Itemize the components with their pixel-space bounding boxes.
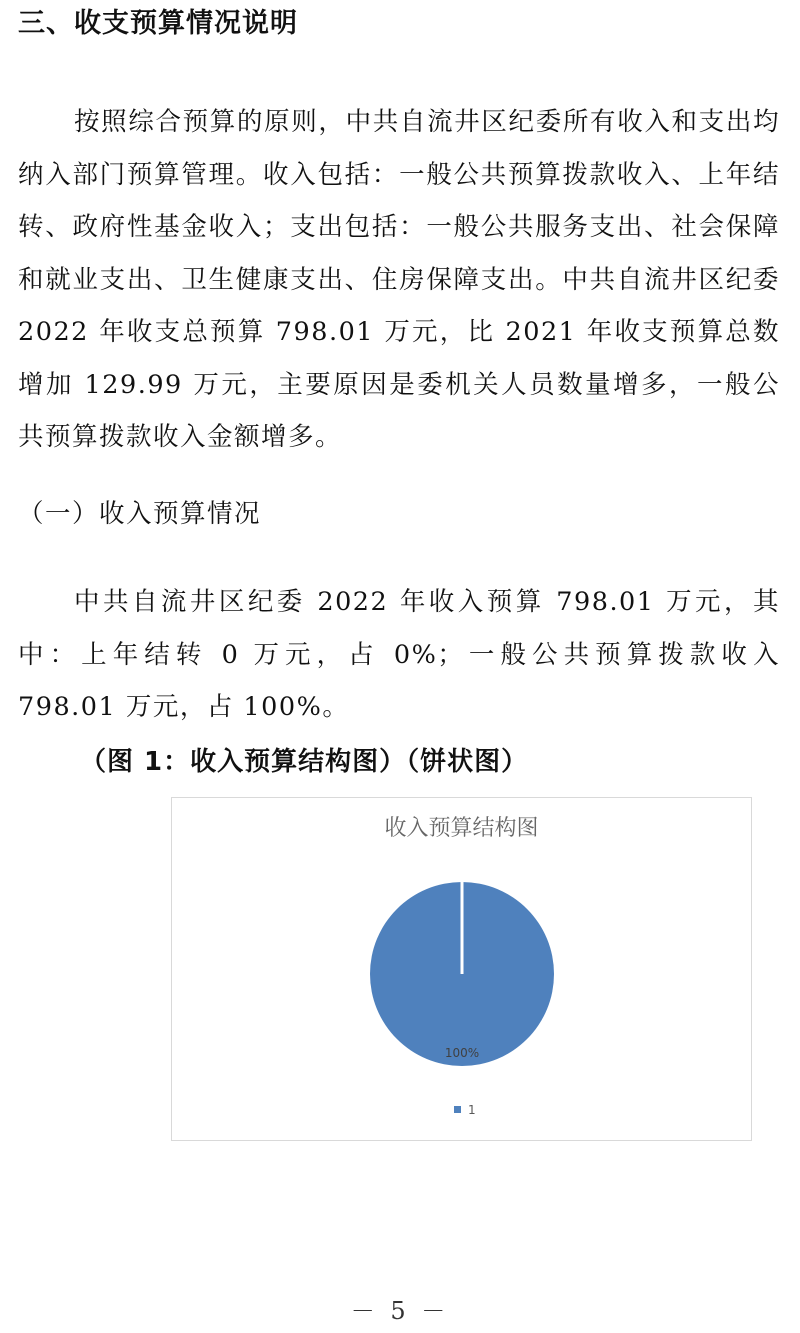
figure-caption: （图 1：收入预算结构图）（饼状图） (80, 747, 529, 777)
chart-legend (454, 1103, 476, 1117)
chart-title: 收入预算结构图 (384, 816, 539, 841)
budget-overview-paragraph: 按照综合预算的原则，中共自流井区纪委所有收入和支出均纳入部门预算管理。收入包括：一般公共预算拨款收入、上年结转、政府性基金收入；支出包括：一般公共服务支出、社会保障和就业支出、卫生健康支出、住房保障支出。中共自流井区纪委 2022 年收支总预算 798.01 万元，比 2021 年收支预算总数增加 129.99 万元，主要原因是委机关人员数量增多，一般公共预算拨款收入金额增多。 (18, 107, 780, 452)
income-structure-chart (171, 797, 752, 1141)
pie-slice-label: 100% (444, 1046, 480, 1061)
pie-slices (370, 882, 554, 1066)
legend-label: 1 (468, 1103, 476, 1117)
legend-swatch (454, 1106, 461, 1113)
income-budget-subheading: （一）收入预算情况 (18, 499, 262, 529)
section-heading: 三、收支预算情况说明 (18, 8, 298, 39)
income-budget-paragraph: 中共自流井区纪委 2022 年收入预算 798.01 万元，其中：上年结转 0 万元，占 0%；一般公共预算拨款收入 798.01 万元，占 100%。 (18, 587, 780, 722)
pie-chart-svg (172, 798, 751, 1140)
pie-labels (445, 1046, 479, 1060)
page-number: － 5 － (350, 1297, 450, 1325)
